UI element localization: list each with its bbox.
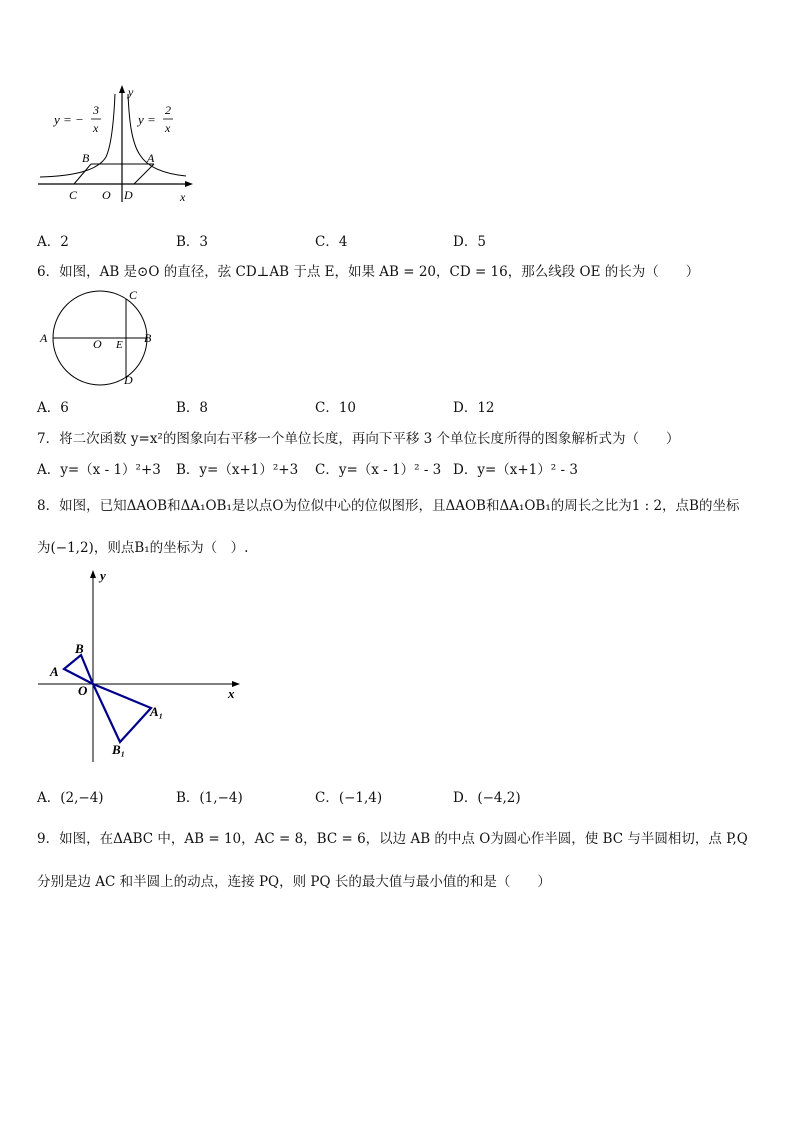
fig5-eq-right-num: 2 [165,103,171,117]
q7-option-b: B．y=（x+1）²+3 [176,462,299,478]
fig6-label-O: O [93,337,102,351]
q8-question-line2: 为(−1,2)，则点B₁的坐标为（ ）. [37,540,249,556]
q5-figure [36,82,196,207]
q6-option-a: A．6 [37,400,69,416]
fig5-label-C: C [69,188,78,202]
q5-option-a: A．2 [37,234,69,250]
q8-option-c: C．(−1,4) [315,790,383,806]
q9-question-line1: 9．如图，在ΔABC 中，AB = 10，AC = 8，BC = 6，以边 AB 的中点 O为圆心作半圆，使 BC 与半圆相切，点 P,Q [37,831,748,847]
fig5-eq-right-prefix: y = [138,112,156,127]
fig5-label-B: B [82,151,90,165]
q5-option-b: B．3 [176,234,209,250]
q7-option-c: C．y=（x - 1）² - 3 [315,462,442,478]
fig6-label-B: B [144,331,152,345]
fig5-eq-right-den: x [165,121,171,135]
q5-option-c: C．4 [315,234,348,250]
fig5-eq-left-den: x [93,121,99,135]
q6-option-c: C．10 [315,400,357,416]
q8-figure [36,566,251,766]
fig8-label-B: B [75,641,84,656]
q6-option-d: D．12 [453,400,495,416]
q6-circle-figure [36,286,166,391]
q7-question: 7．将二次函数 y=x²的图象向右平移一个单位长度，再向下平移 3 个单位长度所得的图象解析式为（ ） [37,431,680,447]
q8-option-d: D．(−4,2) [453,790,521,806]
fig5-label-O: O [102,188,111,202]
fig8-label-A1: A₁ [150,704,164,719]
fig6-label-E: E [116,339,123,351]
fig5-axis-y: y [128,85,134,99]
q9-question-line2: 分别是边 AC 和半圆上的动点，连接 PQ，则 PQ 长的最大值与最小值的和是（ ） [37,874,551,890]
fig6-label-D: D [124,373,133,387]
fig8-label-x: x [228,686,235,701]
q6-option-b: B．8 [176,400,209,416]
fig8-label-y: y [100,568,106,583]
fig5-axis-x: x [180,190,186,204]
q6-question: 6．如图，AB 是⊙O 的直径，弦 CD⊥AB 于点 E，如果 AB = 20，CD = 16，那么线段 OE 的长为（ ） [37,264,700,280]
fig8-label-O: O [78,683,88,698]
q5-option-d: D．5 [453,234,486,250]
q7-option-a: A．y=（x - 1）²+3 [37,462,161,478]
fig6-label-A: A [40,331,48,345]
fig5-eq-left-num: 3 [93,103,99,117]
q8-option-a: A．(2,−4) [37,790,104,806]
fig5-label-D: D [124,188,133,202]
fig5-eq-left-prefix: y = − [54,112,84,127]
fig8-label-B1: B₁ [112,742,126,757]
q8-option-b: B．(1,−4) [176,790,243,806]
fig5-label-A: A [147,151,155,165]
fig8-label-A: A [50,664,59,679]
q8-question-line1: 8．如图，已知ΔAOB和ΔA₁OB₁是以点O为位似中心的位似图形，且ΔAOB和ΔA₁OB₁的周长之比为1 : 2，点B的坐标 [37,498,740,514]
fig6-label-C: C [129,288,138,302]
q7-option-d: D．y=（x+1）² - 3 [453,462,578,478]
